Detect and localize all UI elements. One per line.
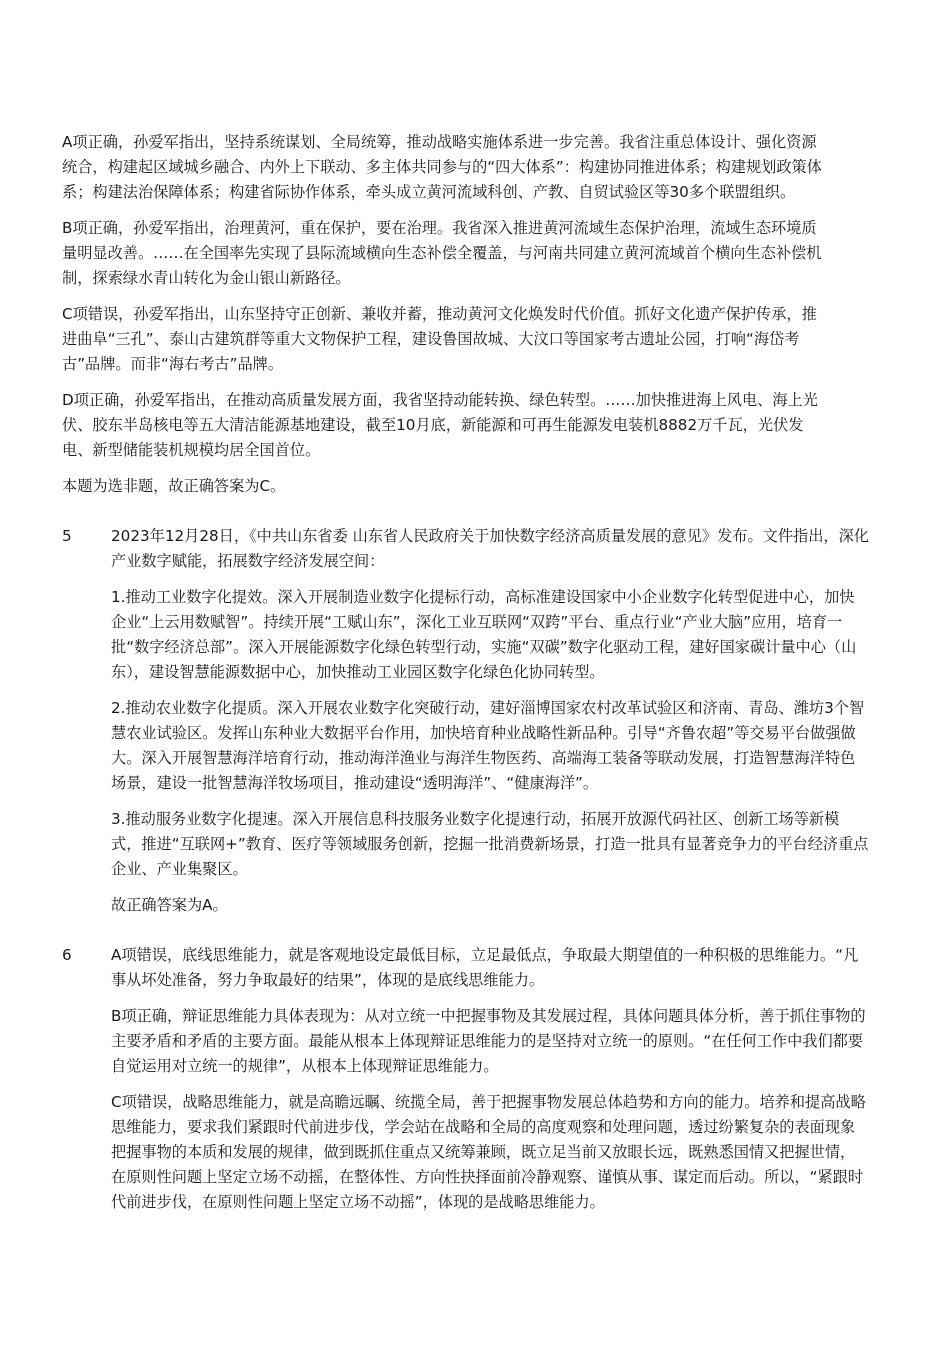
q4-conclusion: 本题为选非题，故正确答案为C。 [62, 477, 286, 495]
q6-option-a-explanation: A项错误，底线思维能力，就是客观地设定最低目标，立足最低点，争取最大期望值的一种积极的思维能力。“凡事从坏处准备，努力争取最好的结果”，体现的是底线思维能力。 [111, 946, 859, 989]
question-number: 5 [62, 527, 72, 545]
q5-intro: 2023年12月28日，《中共山东省委 山东省人民政府关于加快数字经济高质量发展的意见》发布。文件指出，深化产业数字赋能，拓展数字经济发展空间： [111, 527, 869, 570]
q4-option-b-explanation: B项正确，孙爱军指出，治理黄河，重在保护，要在治理。我省深入推进黄河流域生态保护治理，流域生态环境质量明显改善。……在全国率先实现了县际流域横向生态补偿全覆盖，与河南共同建立黄河流域首个横向生态补偿机制，探索绿水青山转化为金山银山新路径。 [62, 219, 822, 287]
question-number: 6 [62, 946, 72, 964]
q4-explanation-block [62, 130, 822, 510]
q5-point-1: 1.推动工业数字化提效。深入开展制造业数字化提标行动，高标准建设国家中小企业数字化转型促进中心，加快企业“上云用数赋智”。持续开展“工赋山东”，深化工业互联网“双跨”平台、重点行业“产业大脑”应用，培育一批“数字经济总部”。深入开展能源数字化绿色转型行动，实施“双碳”数字化驱动工程，建好国家碳计量中心（山东），建设智慧能源数据中心，加快推动工业园区数字化绿色化协同转型。 [111, 588, 857, 681]
q4-option-d-explanation: D项正确，孙爱军指出，在推动高质量发展方面，我省坚持动能转换、绿色转型。……加快推进海上风电、海上光伏、胶东半岛核电等五大清洁能源基地建设，截至10月底，新能源和可再生能源发电装机8882万千瓦，光伏发电、新型储能装机规模均居全国首位。 [62, 391, 818, 459]
q5-point-2: 2.推动农业数字化提质。深入开展农业数字化突破行动，建好淄博国家农村改革试验区和济南、青岛、潍坊3个智慧农业试验区。发挥山东种业大数据平台作用，加快培育种业战略性新品种。引导“齐鲁农超”等交易平台做强做大。深入开展智慧海洋培育行动，推动海洋渔业与海洋生物医药、高端海工装备等联动发展，打造智慧海洋特色场景，建设一批智慧海洋牧场项目，推动建设“透明海洋”、“健康海洋”。 [111, 699, 865, 792]
q5-conclusion: 故正确答案为A。 [111, 896, 228, 914]
q4-option-a-explanation: A项正确，孙爱军指出，坚持系统谋划、全局统筹，推动战略实施体系进一步完善。我省注重总体设计、强化资源统合，构建起区域城乡融合、内外上下联动、多主体共同参与的“四大体系”：构建协同推进体系；构建规划政策体系；构建法治保障体系；构建省际协作体系，牵头成立黄河流域科创、产教、自贸试验区等30多个联盟组织。 [62, 133, 822, 201]
q5-point-3: 3.推动服务业数字化提速。深入开展信息科技服务业数字化提速行动，拓展开放源代码社区、创新工场等新模式，推进“互联网+”教育、医疗等领域服务创新，挖掘一批消费新场景，打造一批具有显著竞争力的平台经济重点企业、产业集聚区。 [111, 810, 869, 878]
q6-option-b-explanation: B项正确，辩证思维能力具体表现为：从对立统一中把握事物及其发展过程，具体问题具体分析，善于抓住事物的主要矛盾和矛盾的主要方面。最能从根本上体现辩证思维能力的是坚持对立统一的原则。“在任何工作中我们都要自觉运用对立统一的规律”，从根本上体现辩证思维能力。 [111, 1007, 866, 1075]
question-6-body [111, 943, 869, 1226]
q6-option-c-explanation: C项错误，战略思维能力，就是高瞻远瞩、统揽全局，善于把握事物发展总体趋势和方向的能力。培养和提高战略思维能力，要求我们紧跟时代前进步伐，学会站在战略和全局的高度观察和处理问题，透过纷繁复杂的表面现象把握事物的本质和发展的规律，做到既抓住重点又统筹兼顾，既立足当前又放眼长远，既熟悉国情又把握世情，在原则性问题上坚定立场不动摇，在整体性、方向性抉择面前冷静观察、谨慎从事、谋定而后动。所以，“紧跟时代前进步伐，在原则性问题上坚定立场不动摇”，体现的是战略思维能力。 [111, 1093, 866, 1211]
question-5-body [111, 524, 869, 929]
q4-option-c-explanation: C项错误，孙爱军指出，山东坚持守正创新、兼收并蓄，推动黄河文化焕发时代价值。抓好文化遗产保护传承，推进曲阜“三孔”、泰山古建筑群等重大文物保护工程，建设鲁国故城、大汶口等国家考古遗址公园，打响“海岱考古”品牌。而非“海右考古”品牌。 [62, 305, 817, 373]
